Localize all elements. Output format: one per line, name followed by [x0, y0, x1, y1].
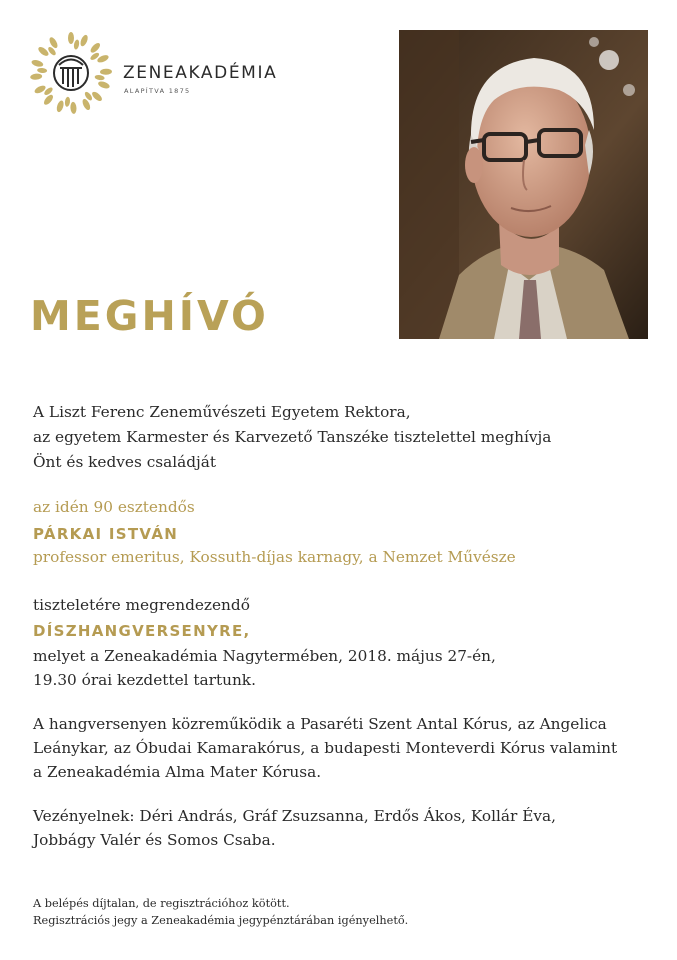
honoree-age: az idén 90 esztendős: [33, 498, 195, 516]
performers-line-3: a Zeneakadémia Alma Mater Kórusa.: [33, 763, 322, 781]
performers-line-1: A hangversenyen közreműködik a Pasaréti Szent Antal Kórus, az Angelica: [33, 715, 607, 733]
honoree-titles: professor emeritus, Kossuth-díjas karnagy, a Nemzet Művésze: [33, 548, 516, 566]
honoree-name: PÁRKAI ISTVÁN: [33, 525, 179, 543]
event-heading: DÍSZHANGVERSENYRE,: [33, 622, 251, 640]
performers-line-2: Leánykar, az Óbudai Kamarakórus, a budapesti Monteverdi Kórus valamint: [33, 739, 618, 757]
conductors-line-1: Vezényelnek: Déri András, Gráf Zsuzsanna, Erdős Ákos, Kollár Éva,: [33, 807, 556, 825]
conductors-line-2: Jobbágy Valér és Somos Csaba.: [33, 831, 276, 849]
event-lead: tiszteletére megrendezendő: [33, 596, 250, 614]
portrait-photo: [399, 30, 648, 339]
brand-subtitle: ALAPÍTVA 1875: [124, 87, 191, 95]
event-line-1: melyet a Zeneakadémia Nagytermében, 2018. május 27-én,: [33, 647, 496, 665]
intro-line-2: az egyetem Karmester és Karvezető Tanszéke tisztelettel meghívja: [33, 428, 552, 446]
footer-line-2: Regisztrációs jegy a Zeneakadémia jegypénztárában igényelhető.: [33, 914, 409, 927]
invitation-title: MEGHÍVÓ: [30, 292, 269, 340]
intro-line-1: A Liszt Ferenc Zeneművészeti Egyetem Rektora,: [33, 403, 411, 421]
zeneakademia-logo: [30, 32, 112, 114]
intro-line-3: Önt és kedves családját: [33, 453, 217, 471]
footer-line-1: A belépés díjtalan, de regisztrációhoz kötött.: [33, 897, 290, 910]
event-line-2: 19.30 órai kezdettel tartunk.: [33, 671, 256, 689]
brand-name: ZENEAKADÉMIA: [123, 63, 278, 83]
